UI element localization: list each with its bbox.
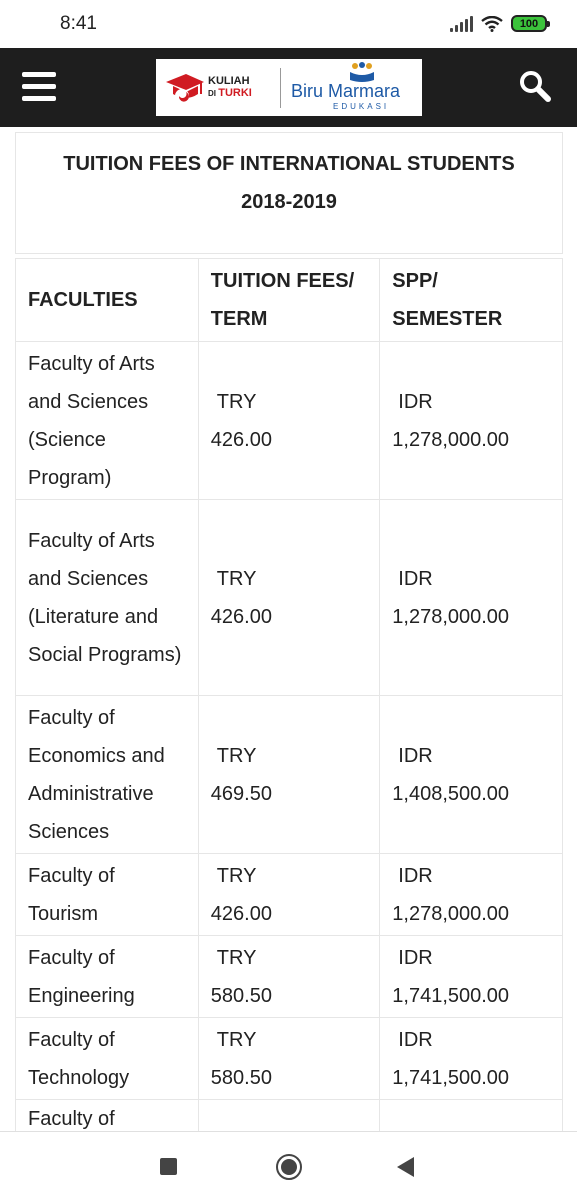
- header-spp: SPP/ SEMESTER: [380, 259, 563, 342]
- wifi-icon: [481, 16, 503, 32]
- fee-currency: TRY: [216, 744, 257, 767]
- faculty-cell: Faculty of Tourism: [16, 854, 199, 936]
- fee-cell: [198, 500, 379, 696]
- status-icons: [450, 15, 547, 32]
- fee-value: 426.00: [210, 902, 272, 925]
- logo-brand-text: Biru Marmara: [291, 81, 401, 101]
- app-header: [0, 48, 577, 127]
- fee-cell: [198, 342, 379, 500]
- fee-currency: TRY: [216, 1028, 257, 1051]
- fee-value: 426.00: [210, 428, 272, 451]
- logo-biru-marmara: [287, 59, 422, 116]
- page-title-line2: 2018-2019: [241, 191, 337, 213]
- hamburger-menu-icon[interactable]: [22, 72, 56, 102]
- fee-value: 580.50: [210, 984, 272, 1007]
- home-circle-icon[interactable]: [276, 1154, 302, 1180]
- table-row: [16, 696, 563, 854]
- spp-currency: IDR: [398, 1028, 433, 1051]
- logo-di-text: DI: [208, 89, 219, 98]
- page-title: [15, 132, 563, 254]
- logo-divider: [280, 68, 281, 108]
- spp-currency: IDR: [398, 864, 433, 887]
- faculty-cell: Faculty of Economics and Administrative Sciences: [16, 696, 199, 854]
- status-time: 8:41: [60, 13, 97, 34]
- spp-value: 1,278,000.00: [392, 605, 510, 628]
- page-title-line1: TUITION FEES OF INTERNATIONAL STUDENTS: [63, 153, 515, 175]
- table-row: [16, 500, 563, 696]
- spp-value: 1,741,500.00: [392, 1066, 510, 1089]
- fee-value: 580.50: [210, 1066, 272, 1089]
- system-nav-bar: [0, 1131, 577, 1200]
- battery-icon: 100: [511, 15, 547, 32]
- fee-currency: TRY: [216, 946, 257, 969]
- fee-currency: TRY: [216, 567, 257, 590]
- spp-value: 1,278,000.00: [392, 902, 510, 925]
- table-row: [16, 1018, 563, 1100]
- header-tuition-fees: TUITION FEES/ TERM: [198, 259, 379, 342]
- table-row: [16, 342, 563, 500]
- faculty-cell: Faculty of Engineering: [16, 936, 199, 1018]
- spp-cell: [380, 854, 563, 936]
- spp-value: 1,278,000.00: [392, 428, 510, 451]
- logo-kuliah-di-turki: [156, 59, 274, 116]
- fee-value: 426.00: [210, 605, 272, 628]
- table-header-row: [16, 259, 563, 342]
- spp-cell: [380, 936, 563, 1018]
- fee-currency: TRY: [216, 864, 257, 887]
- header-faculties: FACULTIES: [16, 259, 199, 342]
- spp-cell: [380, 696, 563, 854]
- spp-currency: IDR: [398, 390, 433, 413]
- spp-cell: [380, 342, 563, 500]
- site-logo[interactable]: [156, 59, 422, 116]
- spp-value: 1,408,500.00: [392, 782, 510, 805]
- back-triangle-icon[interactable]: [397, 1157, 414, 1177]
- spp-currency: IDR: [398, 744, 433, 767]
- fee-cell: [198, 696, 379, 854]
- faculty-cell: Faculty of Arts and Sciences (Science Program): [16, 342, 199, 500]
- table-row: [16, 936, 563, 1018]
- tuition-fees-table: [15, 258, 563, 1182]
- search-icon[interactable]: [517, 68, 553, 104]
- spp-currency: IDR: [398, 946, 433, 969]
- signal-icon: [450, 16, 473, 32]
- graduation-cap-icon: [162, 66, 206, 110]
- faculty-cell: Faculty of Arts and Sciences (Literature and Social Programs): [16, 500, 199, 696]
- faculty-cell: Faculty of Technology: [16, 1018, 199, 1100]
- status-bar: [0, 0, 577, 48]
- logo-sub-text: EDUKASI: [333, 102, 390, 111]
- fee-currency: TRY: [216, 390, 257, 413]
- spp-cell: [380, 1018, 563, 1100]
- fee-cell: [198, 854, 379, 936]
- spp-value: 1,741,500.00: [392, 984, 510, 1007]
- spp-currency: IDR: [398, 567, 433, 590]
- spp-cell: [380, 500, 563, 696]
- fee-cell: [198, 936, 379, 1018]
- logo-turki-text: TURKI: [218, 87, 252, 99]
- fee-cell: [198, 1018, 379, 1100]
- recent-apps-square-icon[interactable]: [160, 1158, 177, 1175]
- people-books-icon: [347, 62, 377, 82]
- faculty-text: Faculty of: [28, 1108, 115, 1130]
- logo-kuliah-text: KULIAH: [208, 75, 250, 87]
- fee-value: 469.50: [210, 782, 272, 805]
- table-row: [16, 854, 563, 936]
